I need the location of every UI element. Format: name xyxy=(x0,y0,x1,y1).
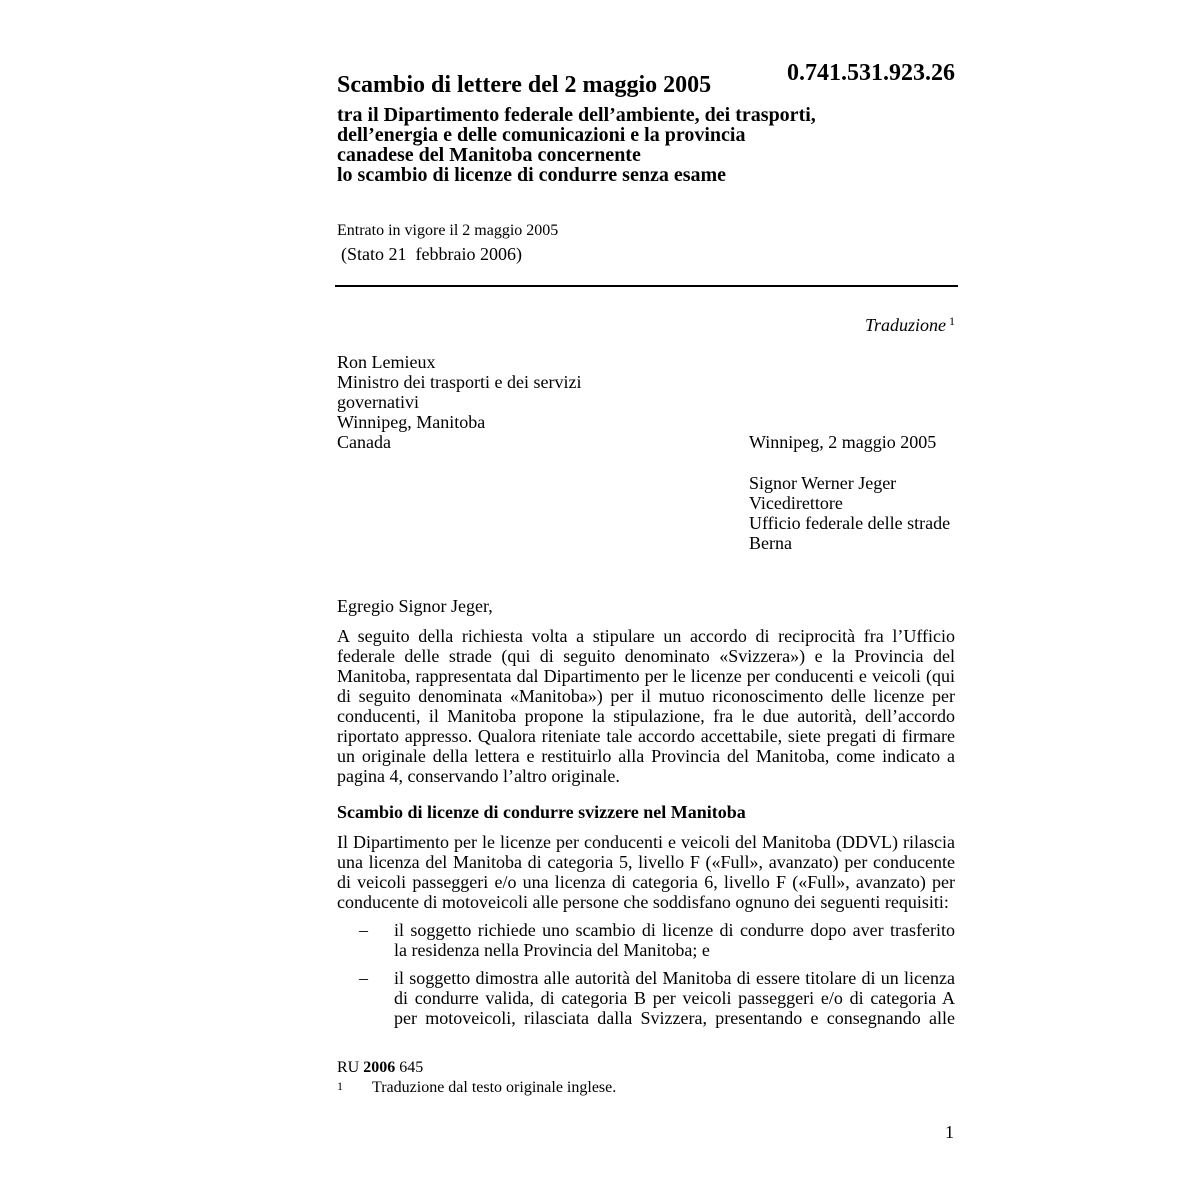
list-item-line: per motoveicoli, rilasciata dalla Svizzera, presentando e consegnando alle xyxy=(394,1008,955,1028)
list-item xyxy=(394,968,955,1028)
paragraph-line: di seguito denominata «Manitoba») per il mutuo riconoscimento delle licenze per xyxy=(337,686,955,706)
paragraph-line: federale delle strade (qui di seguito denominato «Svizzera») e la Provincia del xyxy=(337,646,955,666)
list-dash-marker: – xyxy=(359,920,368,940)
paragraph-line: un originale della lettera e restituirlo alla Provincia del Manitoba, come indicato a xyxy=(337,746,955,766)
list-item xyxy=(394,920,955,960)
ru-year: 2006 xyxy=(363,1059,396,1076)
header-divider xyxy=(335,285,958,287)
recipient-line: Signor Werner Jeger xyxy=(749,473,897,493)
paragraph-line: Manitoba, rappresentata dal Dipartimento per le licenze per conducenti e veicoli (qui xyxy=(337,666,955,686)
paragraph-line: riportato appresso. Qualora riteniate tale accordo accettabile, siete pregati di firmare xyxy=(337,726,955,746)
list-item-line: la residenza nella Provincia del Manitoba; e xyxy=(394,940,710,960)
translation-label: Traduzione xyxy=(864,315,946,335)
status-date: (Stato 21 febbraio 2006) xyxy=(341,244,522,264)
footnote-text: Traduzione dal testo originale inglese. xyxy=(372,1079,617,1096)
paragraph-line: di veicoli passeggeri e/o una licenza di categoria 6, livello F («Full», avanzato) per xyxy=(337,872,955,892)
sender-line: Ron Lemieux xyxy=(337,352,436,372)
sender-line: governativi xyxy=(337,392,419,412)
list-item-line: il soggetto dimostra alle autorità del Manitoba di essere titolare di un licenza xyxy=(394,968,955,988)
subtitle-line: dell’energia e delle comunicazioni e la provincia xyxy=(337,124,746,146)
paragraph-line: A seguito della richiesta volta a stipulare un accordo di reciprocità fra l’Ufficio xyxy=(337,626,955,646)
paragraph-line: una licenza del Manitoba di categoria 5, livello F («Full», avanzato) per conducente xyxy=(337,852,955,872)
recipient-line: Berna xyxy=(749,533,792,553)
sender-address xyxy=(337,352,581,452)
recipient-line: Ufficio federale delle strade xyxy=(749,513,951,533)
page-number: 1 xyxy=(945,1122,954,1142)
ru-page: 645 xyxy=(399,1059,424,1076)
footnote-number: 1 xyxy=(337,1079,343,1093)
paragraph-line: Il Dipartimento per le licenze per conducenti e veicoli del Manitoba (DDVL) rilascia xyxy=(337,832,955,852)
paragraph-intro xyxy=(337,626,955,786)
salutation: Egregio Signor Jeger, xyxy=(337,596,493,616)
paragraph-line: pagina 4, conservando l’altro originale. xyxy=(337,766,620,786)
translation-note xyxy=(865,315,955,337)
recipient-line: Vicedirettore xyxy=(749,493,843,513)
subtitle-line: lo scambio di licenze di condurre senza esame xyxy=(337,164,727,186)
recipient-address xyxy=(749,473,950,553)
paragraph-requirements-intro xyxy=(337,832,955,912)
place-and-date xyxy=(749,432,936,452)
ru-prefix: RU xyxy=(337,1059,360,1076)
place-date-line: Winnipeg, 2 maggio 2005 xyxy=(749,432,937,452)
subtitle-line: tra il Dipartimento federale dell’ambiente, dei trasporti, xyxy=(337,104,816,126)
list-dash-marker: – xyxy=(359,968,368,988)
official-compilation-reference xyxy=(337,1058,423,1078)
list-item-line: il soggetto richiede uno scambio di licenze di condurre dopo aver trasferito xyxy=(394,920,955,940)
entry-into-force: Entrato in vigore il 2 maggio 2005 xyxy=(337,222,559,239)
sender-line: Canada xyxy=(337,432,391,452)
footnote-reference: 1 xyxy=(949,314,955,328)
document-title: Scambio di lettere del 2 maggio 2005 xyxy=(337,72,712,98)
paragraph-line: conducente di motoveicoli alle persone che soddisfano ognuno dei seguenti requisiti: xyxy=(337,892,949,912)
list-item-line: di condurre valida, di categoria B per veicoli passeggeri e/o di categoria A xyxy=(394,988,955,1008)
sender-line: Winnipeg, Manitoba xyxy=(337,412,486,432)
document-subtitle xyxy=(337,105,816,185)
paragraph-line: conducenti, il Manitoba propone la stipulazione, fra le due autorità, dell’accordo xyxy=(337,706,955,726)
sender-line: Ministro dei trasporti e dei servizi xyxy=(337,372,582,392)
section-heading: Scambio di licenze di condurre svizzere nel Manitoba xyxy=(337,802,746,822)
subtitle-line: canadese del Manitoba concernente xyxy=(337,144,641,166)
sr-number: 0.741.531.923.26 xyxy=(787,60,955,86)
